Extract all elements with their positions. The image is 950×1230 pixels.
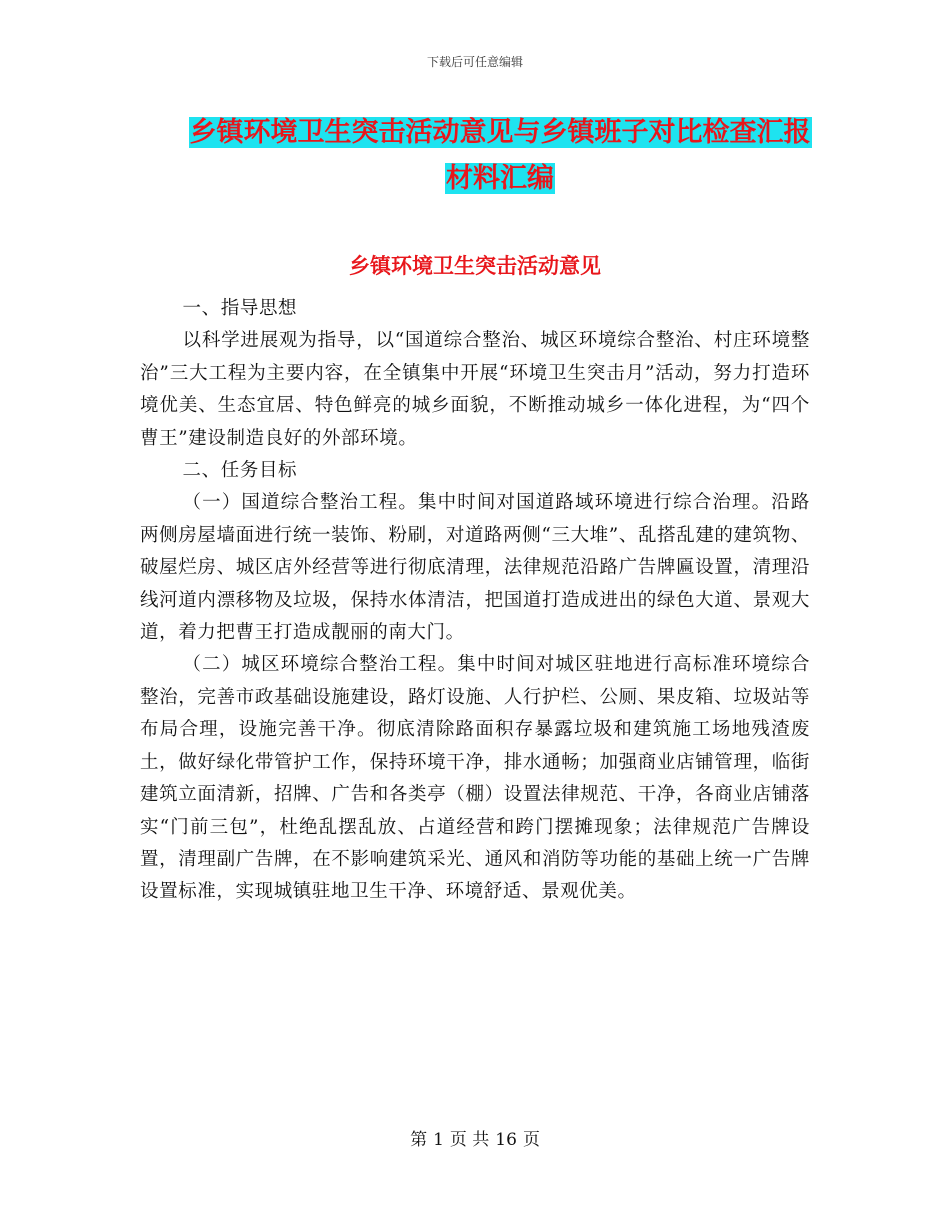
footer-mid: 页 共: [449, 1130, 490, 1150]
body-paragraph: （一）国道综合整治工程。集中时间对国道路域环境进行综合治理。沿路两侧房屋墙面进行统一装饰、粉刷，对道路两侧“三大堆”、乱搭乱建的建筑物、破屋烂房、城区店外经营等进行彻底清理，法律规范沿路广告牌匾设置，清理沿线河道内漂移物及垃圾，保持水体清洁，把国道打造成进出的绿色大道、景观大道，着力把曹王打造成靓丽的南大门。: [140, 492, 810, 644]
body-paragraph: （二）城区环境综合整治工程。集中时间对城区驻地进行高标准环境综合整治，完善市政基础设施建设，路灯设施、人行护栏、公厕、果皮箱、垃圾站等布局合理，设施完善干净。彻底清除路面积存暴露垃圾和建筑施工场地残渣废土，做好绿化带管护工作，保持环境干净，排水通畅；加强商业店铺管理，临街建筑立面清新，招牌、广告和各类亭（棚）设置法律规范、干净，各商业店铺落实“门前三包”，杜绝乱摆乱放、占道经营和跨门摆摊现象；法律规范广告牌设置，清理副广告牌，在不影响建筑采光、通风和消防等功能的基础上统一广告牌设置标准，实现城镇驻地卫生干净、环境舒适、景观优美。: [140, 654, 810, 903]
document-body: [140, 293, 810, 909]
footer-page-number: 1: [433, 1130, 444, 1150]
footer-suffix: 页: [522, 1130, 540, 1150]
footer-total-pages: 16: [495, 1130, 517, 1150]
section-title: 乡镇环境卫生突击活动意见: [349, 254, 601, 278]
body-paragraph: 以科学进展观为指导，以“国道综合整治、城区环境综合整治、村庄环境整治”三大工程为主要内容，在全镇集中开展“环境卫生突击月”活动，努力打造环境优美、生态宜居、特色鲜亮的城乡面貌，不断推动城乡一体化进程，为“四个曹王”建设制造良好的外部环境。: [140, 330, 810, 449]
page-footer: [0, 1125, 950, 1150]
document-title: [150, 110, 850, 202]
header-note: 下载后可任意编辑: [426, 55, 523, 69]
title-line-2: 材料汇编: [446, 163, 554, 194]
heading-task-goals: 二、任务目标: [182, 460, 298, 482]
footer-prefix: 第: [410, 1130, 428, 1150]
heading-guiding-thought: 一、指导思想: [182, 298, 298, 319]
title-line-1: 乡镇环境卫生突击活动意见与乡镇班子对比检查汇报: [189, 117, 811, 148]
